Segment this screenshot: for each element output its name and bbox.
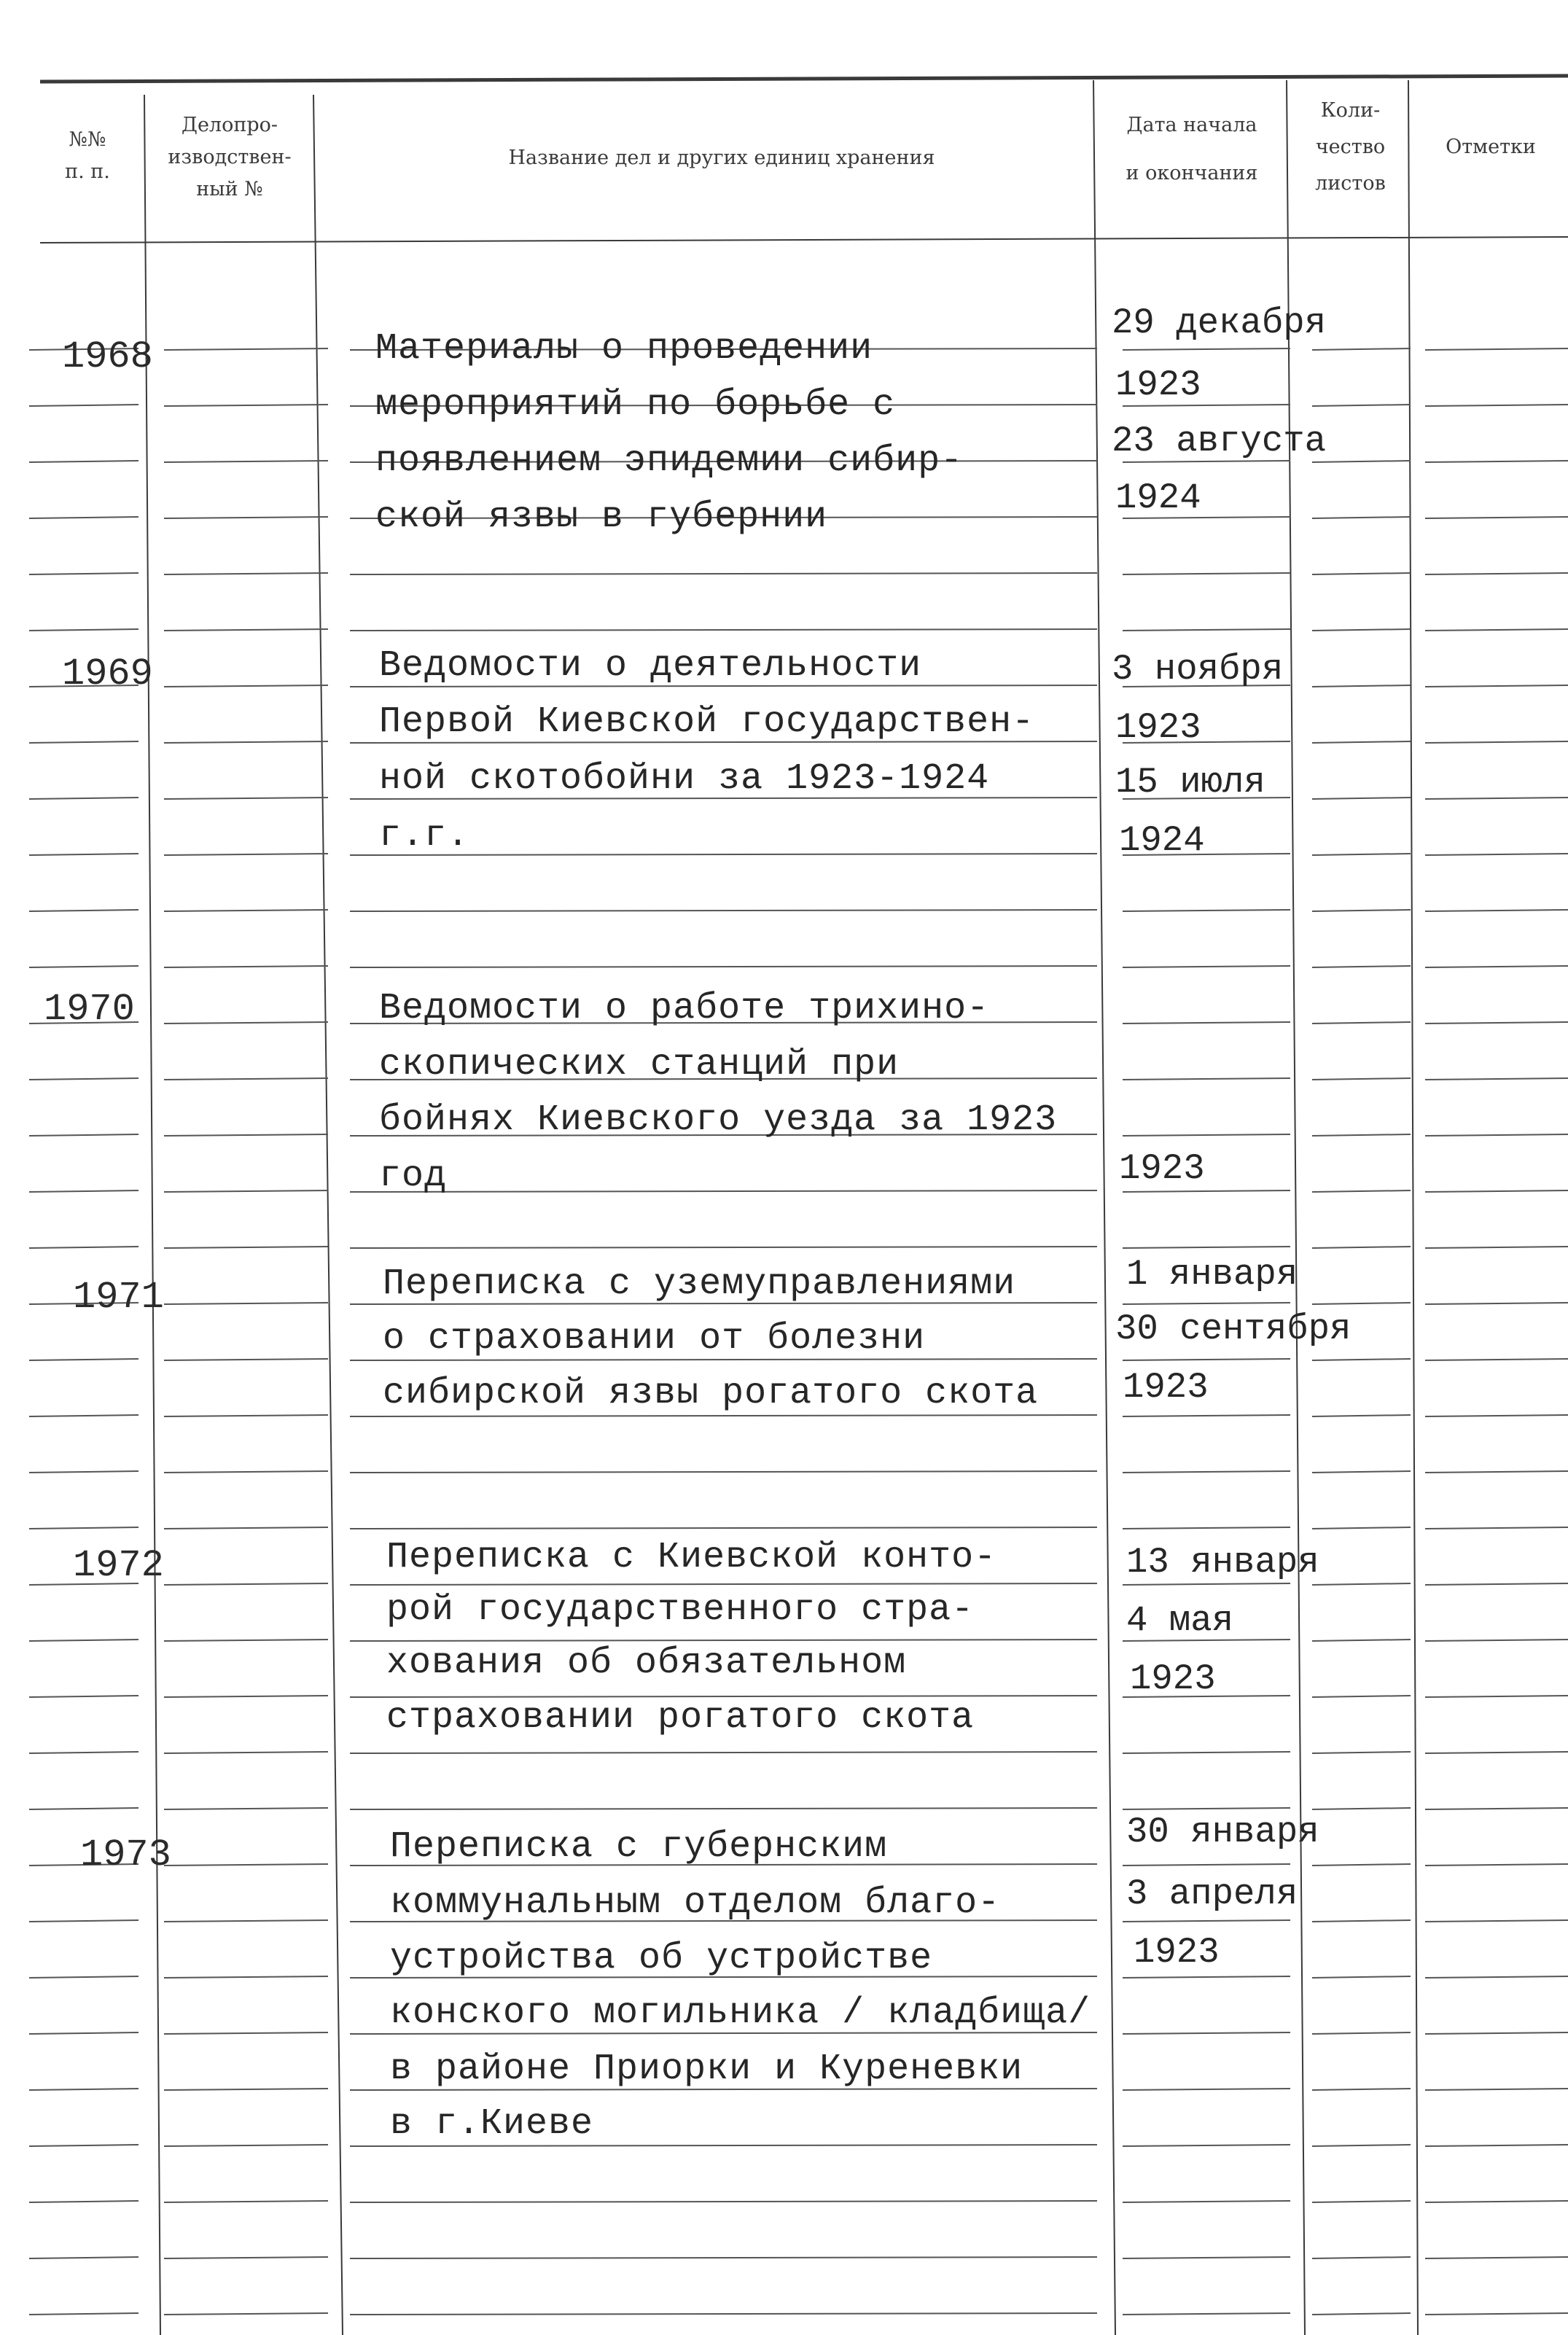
entry-date-line: 3 апреля [1126, 1874, 1298, 1914]
header-notes-col: Отметки [1446, 136, 1536, 158]
form-rule-line [1123, 1247, 1290, 1248]
form-rule-line [1425, 1134, 1568, 1136]
entry-title-line: рой государственного стра- [386, 1589, 975, 1631]
entry-date-line: 1 января [1126, 1254, 1298, 1295]
form-rule-line [164, 1808, 328, 1809]
form-rule-line [1312, 1808, 1411, 1809]
form-rule-line [350, 2257, 1097, 2258]
form-rule-line [164, 517, 328, 518]
entry-date-line: 1923 [1115, 707, 1201, 748]
form-rule-line [1312, 1303, 1411, 1304]
form-rule-line [1312, 741, 1411, 743]
form-rule-line [350, 1415, 1097, 1416]
entry-date-line: 1923 [1134, 1932, 1220, 1973]
entry-title-line: появлением эпидемии сибир- [375, 440, 964, 482]
form-rule-line [1312, 461, 1411, 462]
form-rule-line [1123, 1022, 1290, 1024]
form-rule-line [350, 2201, 1097, 2202]
entry-date-line: 1923 [1119, 1148, 1205, 1189]
entry-title-line: Переписка с Киевской конто- [386, 1537, 997, 1578]
form-rule-line [29, 573, 139, 574]
form-rule-line [164, 1022, 328, 1024]
form-rule-line [1425, 461, 1568, 462]
form-rule-line [1312, 573, 1411, 574]
form-rule-line [1425, 2257, 1568, 2258]
form-rule-line [164, 1190, 328, 1192]
form-rule-line [1123, 1303, 1290, 1304]
form-rule-line [1123, 2032, 1290, 2034]
form-rule-line [29, 1976, 139, 1978]
form-rule-line [350, 1808, 1097, 1809]
entry-number: 1973 [80, 1833, 171, 1876]
header-sheets-line-3: листов [1315, 172, 1386, 195]
form-rule-line [350, 1752, 1097, 1753]
form-rule-line [1312, 1415, 1411, 1416]
form-rule-line [1123, 1976, 1290, 1978]
form-rule-line [164, 1583, 328, 1585]
form-rule-line [1123, 573, 1290, 574]
form-rule-line [1312, 1471, 1411, 1473]
header-office-line-2: изводствен- [168, 146, 292, 168]
form-rule-line [1312, 1527, 1411, 1529]
form-rule-line [350, 910, 1097, 911]
entry-title-line: бойнях Киевского уезда за 1923 [379, 1099, 1058, 1141]
form-rule-line [29, 798, 139, 799]
form-rule-line [164, 1471, 328, 1473]
form-rule-line [1425, 1583, 1568, 1585]
form-rule-line [1123, 1583, 1290, 1585]
header-number-line-2: п. п. [65, 160, 110, 183]
form-rule-line [29, 1640, 139, 1641]
form-rule-line [1312, 2313, 1411, 2315]
header-dates-line-2: и окончания [1126, 162, 1258, 184]
form-rule-line [1425, 348, 1568, 350]
form-rule-line [164, 1359, 328, 1360]
header-number-line-1: №№ [69, 128, 106, 151]
form-rule-line [29, 2257, 139, 2258]
form-rule-line [1425, 685, 1568, 687]
form-rule-line [1312, 1640, 1411, 1641]
entry-date-line: 1923 [1123, 1367, 1209, 1408]
header-number-col [44, 124, 131, 188]
form-rule-line [1123, 966, 1290, 967]
entry-date-line: 23 августа [1112, 421, 1327, 461]
entry-title-line: коммунальным отделом благо- [390, 1882, 1001, 1924]
entry-title-line: в районе Приорки и Куреневки [390, 2049, 1023, 2090]
entry-date-line: 3 ноября [1112, 649, 1284, 690]
form-rule-line [1425, 517, 1568, 518]
form-rule-line [1123, 1471, 1290, 1473]
form-rule-line [1123, 1359, 1290, 1360]
form-rule-line [1123, 2257, 1290, 2258]
form-rule-line [1312, 348, 1411, 350]
form-rule-line [29, 1415, 139, 1416]
entry-title-line: Ведомости о работе трихино- [379, 988, 990, 1029]
entry-number: 1972 [73, 1544, 164, 1587]
form-rule-line [1425, 2201, 1568, 2202]
entry-date-line: 1924 [1115, 477, 1201, 518]
form-rule-line [164, 685, 328, 687]
form-rule-line [1425, 1303, 1568, 1304]
form-rule-line [350, 1527, 1097, 1529]
form-rule-line [164, 1527, 328, 1529]
entry-date-line: 1923 [1115, 365, 1201, 405]
entry-title-line: Ведомости о деятельности [379, 645, 922, 687]
form-rule-line [1425, 1864, 1568, 1866]
form-rule-line [1123, 2089, 1290, 2090]
form-rule-line [164, 629, 328, 631]
form-rule-line [1312, 1583, 1411, 1585]
form-rule-line [164, 1134, 328, 1136]
form-rule-line [29, 1920, 139, 1922]
header-sheets-col [1290, 95, 1411, 200]
entry-title-line: в г.Киеве [390, 2103, 594, 2145]
form-rule-line [1425, 1078, 1568, 1080]
form-rule-line [164, 1976, 328, 1978]
form-rule-line [350, 1583, 1097, 1585]
form-rule-line [350, 2313, 1097, 2315]
entry-date-line: 1924 [1119, 820, 1205, 861]
form-rule-line [164, 798, 328, 799]
entry-date-line: 29 декабря [1112, 303, 1327, 343]
entry-title-line: страховании рогатого скота [386, 1697, 975, 1739]
form-rule-line [1312, 966, 1411, 967]
form-rule-line [1312, 1247, 1411, 1248]
form-rule-line [1312, 2032, 1411, 2034]
form-rule-line [29, 1696, 139, 1697]
form-rule-line [164, 2089, 328, 2090]
form-rule-line [1425, 1415, 1568, 1416]
form-rule-line [164, 2032, 328, 2034]
form-rule-line [1425, 1247, 1568, 1248]
form-rule-line [164, 1415, 328, 1416]
entry-title-line: устройства об устройстве [390, 1938, 933, 1979]
entry-title-line: о страховании от болезни [383, 1318, 926, 1360]
form-rule-line [1425, 1920, 1568, 1922]
form-rule-line [164, 910, 328, 911]
form-rule-line [29, 741, 139, 743]
form-rule-line [29, 2032, 139, 2034]
header-office-line-1: Делопро- [182, 114, 278, 136]
form-rule-line [29, 966, 139, 967]
form-rule-line [29, 1752, 139, 1753]
form-rule-line [1312, 1359, 1411, 1360]
form-rule-line [1425, 966, 1568, 967]
entry-title-line: ной скотобойни за 1923-1924 [379, 758, 990, 800]
form-rule-line [1123, 910, 1290, 911]
form-rule-line [1425, 1022, 1568, 1024]
form-rule-line [164, 1303, 328, 1304]
form-rule-line [1312, 685, 1411, 687]
entry-date-line: 30 сентября [1115, 1309, 1351, 1349]
entry-date-line: 13 января [1126, 1542, 1319, 1583]
header-office-line-3: ный № [196, 178, 263, 200]
entry-title-line: хования об обязательном [386, 1642, 907, 1684]
form-rule-line [29, 1471, 139, 1473]
form-rule-line [164, 1752, 328, 1753]
form-rule-line [1123, 348, 1290, 350]
entry-number: 1968 [62, 335, 153, 378]
form-rule-line [1425, 1471, 1568, 1473]
form-rule-line [164, 1864, 328, 1866]
form-rule-line [1123, 1078, 1290, 1080]
form-rule-line [1312, 1134, 1411, 1136]
form-rule-line [1312, 517, 1411, 518]
form-rule-line [1312, 1190, 1411, 1192]
form-rule-line [29, 854, 139, 855]
entry-number: 1970 [44, 988, 135, 1031]
form-rule-line [1425, 1359, 1568, 1360]
form-rule-line [350, 2145, 1097, 2146]
form-rule-line [350, 573, 1097, 574]
form-rule-line [1123, 1808, 1290, 1809]
form-rule-line [1312, 2201, 1411, 2202]
form-rule-line [1425, 573, 1568, 574]
entry-title-line: Переписка с уземуправлениями [383, 1263, 1016, 1305]
header-title-col: Название дел и других единиц хранения [508, 147, 935, 169]
entry-title-line: скопических станций при [379, 1044, 900, 1085]
entry-title-line: ской язвы в губернии [375, 496, 828, 538]
form-rule-line [350, 1247, 1097, 1248]
form-rule-line [1123, 629, 1290, 631]
entry-title-line: г.г. [379, 815, 470, 857]
form-rule-line [164, 348, 328, 350]
form-rule-line [1123, 1190, 1290, 1192]
entry-date-line: 4 мая [1126, 1600, 1234, 1641]
form-rule-line [29, 1190, 139, 1192]
form-rule-line [1123, 1864, 1290, 1866]
form-rule-line [164, 573, 328, 574]
form-rule-line [29, 1359, 139, 1360]
form-rule-line [29, 2089, 139, 2090]
form-rule-line [29, 2313, 139, 2315]
form-rule-line [1123, 2145, 1290, 2146]
header-sheets-line-1: Коли- [1320, 99, 1381, 122]
header-dates-line-1: Дата начала [1126, 114, 1257, 136]
form-rule-line [350, 1471, 1097, 1473]
form-rule-line [29, 910, 139, 911]
entry-title-line: Первой Киевской государствен- [379, 701, 1035, 743]
entry-title-line: Переписка с губернским [390, 1826, 888, 1868]
entry-date-line: 1923 [1130, 1658, 1216, 1699]
entry-date-line: 30 января [1126, 1812, 1319, 1852]
entry-number: 1969 [62, 652, 153, 695]
form-rule-line [1312, 910, 1411, 911]
form-rule-line [1123, 1527, 1290, 1529]
form-rule-line [1312, 405, 1411, 406]
form-rule-line [29, 629, 139, 631]
form-rule-line [1123, 1752, 1290, 1753]
form-rule-line [29, 2145, 139, 2146]
form-rule-line [1425, 1976, 1568, 1978]
form-rule-line [1312, 1864, 1411, 1866]
form-rule-line [29, 1527, 139, 1529]
form-rule-line [1312, 1078, 1411, 1080]
form-rule-line [1312, 1022, 1411, 1024]
form-rule-line [1425, 405, 1568, 406]
form-rule-line [164, 1920, 328, 1922]
form-rule-line [29, 2201, 139, 2202]
form-rule-line [164, 1078, 328, 1080]
form-rule-line [1312, 1752, 1411, 1753]
entry-title-line: год [379, 1155, 448, 1197]
form-rule-line [164, 1696, 328, 1697]
form-rule-line [1425, 1808, 1568, 1809]
form-rule-line [29, 1247, 139, 1248]
form-rule-line [1312, 854, 1411, 855]
form-rule-line [1123, 1415, 1290, 1416]
form-rule-line [350, 1640, 1097, 1641]
form-rule-line [1123, 1134, 1290, 1136]
form-rule-line [1123, 2313, 1290, 2315]
form-rule-line [164, 2257, 328, 2258]
form-rule-line [1425, 1640, 1568, 1641]
form-rule-line [1425, 854, 1568, 855]
form-rule-line [164, 966, 328, 967]
form-rule-line [29, 1134, 139, 1136]
header-office-number-col [149, 109, 310, 206]
form-rule-line [1312, 1976, 1411, 1978]
form-rule-line [1425, 910, 1568, 911]
form-rule-line [1312, 2145, 1411, 2146]
form-rule-line [350, 629, 1097, 631]
form-rule-line [1425, 1190, 1568, 1192]
form-rule-line [1425, 2145, 1568, 2146]
form-rule-line [1425, 2089, 1568, 2090]
form-rule-line [164, 405, 328, 406]
form-rule-line [1312, 1920, 1411, 1922]
form-rule-line [29, 461, 139, 462]
form-rule-line [1425, 2032, 1568, 2034]
header-sheets-line-2: чество [1315, 136, 1386, 158]
form-rule-line [29, 1808, 139, 1809]
entry-title-line: сибирской язвы рогатого скота [383, 1373, 1039, 1414]
form-rule-line [1425, 1696, 1568, 1697]
form-rule-line [164, 2313, 328, 2315]
form-rule-line [29, 1078, 139, 1080]
entry-title-line: Материалы о проведении [375, 328, 873, 370]
entry-date-line: 15 июля [1115, 762, 1265, 803]
entry-title-line: конского могильника / кладбища/ [390, 1992, 1091, 2034]
form-rule-line [1425, 2313, 1568, 2315]
form-rule-line [1425, 741, 1568, 743]
form-rule-line [1425, 1527, 1568, 1529]
form-rule-line [164, 461, 328, 462]
form-rule-line [1425, 798, 1568, 799]
form-rule-line [1312, 2089, 1411, 2090]
entry-title-line: мероприятий по борьбе с [375, 384, 896, 426]
form-rule-line [1123, 1920, 1290, 1922]
form-rule-line [1425, 629, 1568, 631]
form-rule-line [164, 1640, 328, 1641]
entry-number: 1971 [73, 1276, 164, 1319]
form-rule-line [1312, 798, 1411, 799]
form-rule-line [350, 966, 1097, 967]
form-rule-line [29, 405, 139, 406]
form-rule-line [1312, 629, 1411, 631]
form-rule-line [29, 517, 139, 518]
form-rule-line [1123, 2201, 1290, 2202]
form-rule-line [164, 2201, 328, 2202]
form-rule-line [164, 741, 328, 743]
form-rule-line [164, 2145, 328, 2146]
form-rule-line [1312, 2257, 1411, 2258]
form-rule-line [1312, 1696, 1411, 1697]
form-rule-line [1425, 1752, 1568, 1753]
header-dates-col [1097, 109, 1287, 190]
form-rule-line [164, 854, 328, 855]
form-rule-line [350, 1190, 1097, 1192]
form-rule-line [164, 1247, 328, 1248]
